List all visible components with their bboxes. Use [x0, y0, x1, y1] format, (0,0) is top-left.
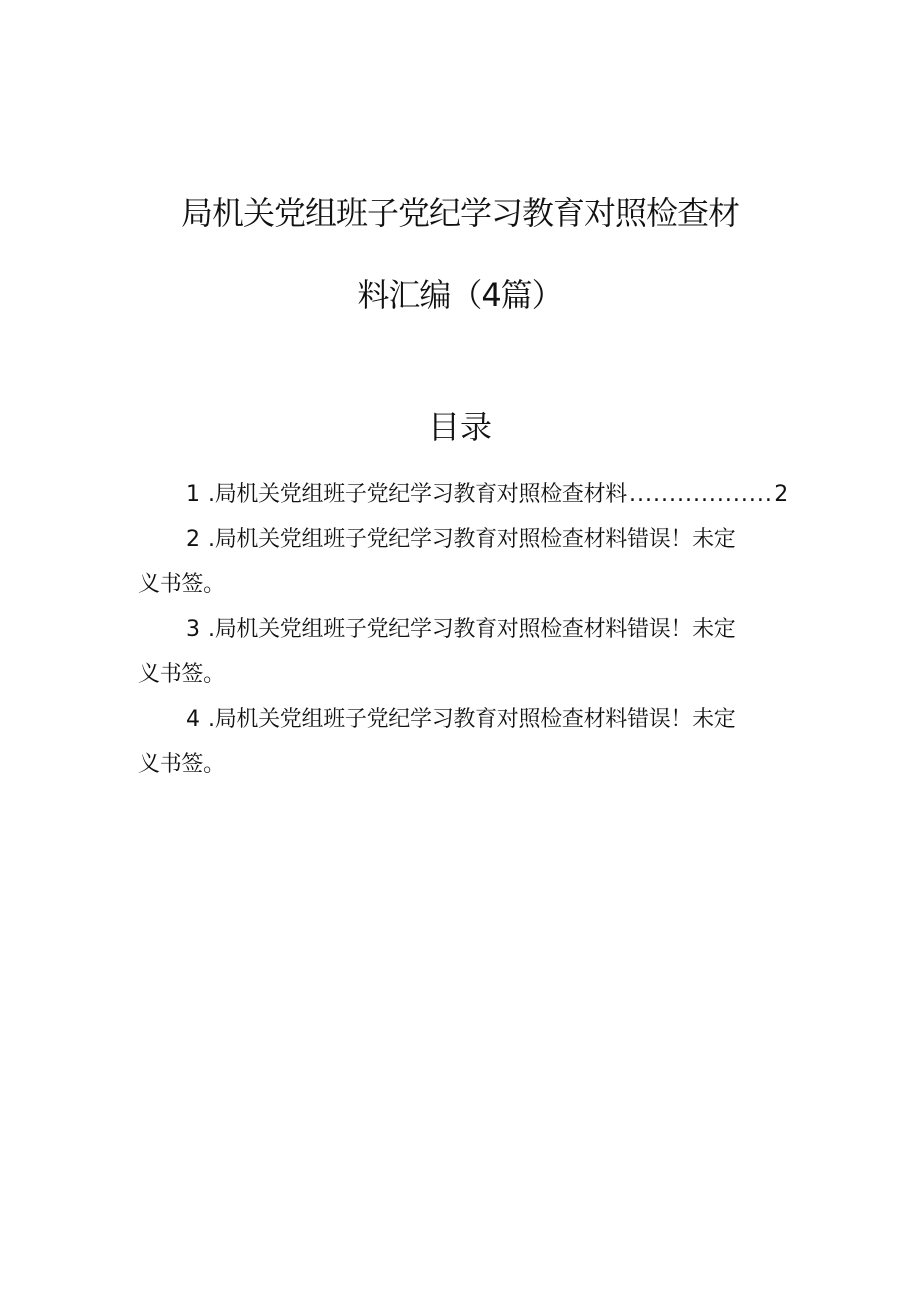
toc-entry-text-continued: 义书签。	[138, 572, 225, 597]
toc-entry-4[interactable]	[138, 697, 788, 787]
toc-entry-3[interactable]	[138, 607, 788, 697]
toc-entry-1[interactable]	[138, 472, 788, 517]
toc-entry-number: 1	[186, 482, 200, 507]
toc-entry-2[interactable]	[138, 517, 788, 607]
toc-entry-number: 4	[186, 707, 200, 732]
table-of-contents	[138, 472, 788, 787]
toc-page-number: 2	[774, 482, 788, 507]
toc-entry-text: .局机关党组班子党纪学习教育对照检查材料错误！未定	[208, 527, 736, 552]
toc-entry-text-continued: 义书签。	[138, 752, 225, 777]
document-title-line1: 局机关党组班子党纪学习教育对照检查材	[180, 194, 739, 232]
toc-entry-text: .局机关党组班子党纪学习教育对照检查材料错误！未定	[208, 707, 736, 732]
toc-entry-text: .局机关党组班子党纪学习教育对照检查材料错误！未定	[208, 617, 736, 642]
toc-dot-leader	[629, 472, 772, 517]
toc-heading: 目录	[427, 408, 492, 446]
toc-entry-number: 3	[186, 617, 200, 642]
toc-entry-text: .局机关党组班子党纪学习教育对照检查材料	[208, 482, 627, 507]
document-title-line2: 料汇编（4篇）	[357, 276, 563, 314]
toc-entry-text-continued: 义书签。	[138, 662, 225, 687]
toc-entry-number: 2	[186, 527, 200, 552]
